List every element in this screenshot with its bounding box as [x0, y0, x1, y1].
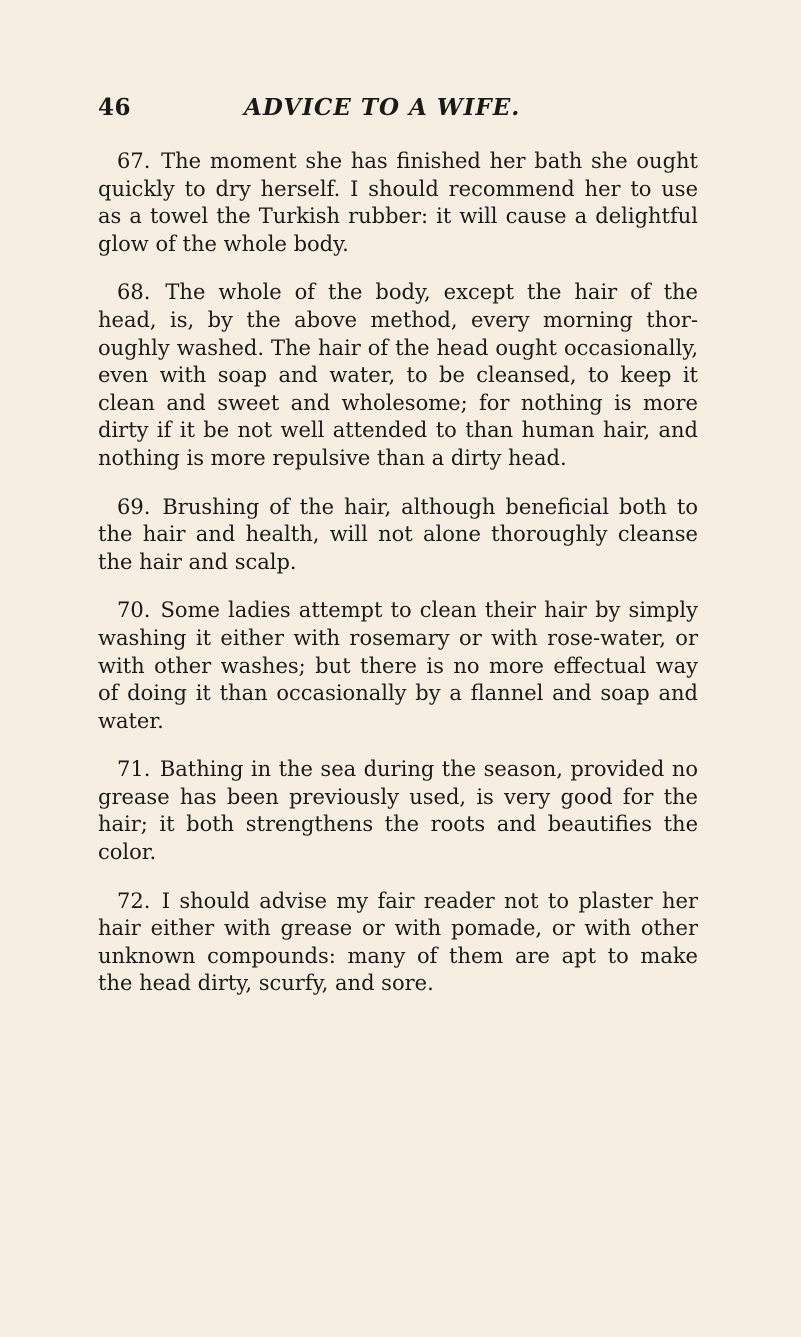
- paragraph-text: Bathing in the sea during the season, provided no grease has been previously used, is very good for the hair; it both strengthens the roots and beautifies the color.: [98, 757, 698, 865]
- paragraph-text: The whole of the body, except the hair of the head, is, by the above method, every morning thoroughly washed. The hair of the head ought occasionally, even with soap and water, to be cleansed, to keep it clean and sweet and wholesome; for nothing is more dirty if it be not well attended to than human hair, and nothing is more repulsive than a dirty head.: [98, 280, 698, 470]
- paragraph-text: Some ladies attempt to clean their hair by simply washing it either with rosemary or with rose-water, or with other washes; but there is no more effectual way of doing it than occasionally by a flannel and soap and water.: [98, 598, 698, 733]
- paragraph-number: 71.: [117, 757, 151, 782]
- paragraph-text: Brushing of the hair, although beneficial both to the hair and health, will not alone thoroughly cleanse the hair and scalp.: [98, 494, 698, 574]
- paragraph-68: [98, 279, 698, 472]
- paragraph-72: [98, 888, 698, 998]
- paragraph-number: 70.: [117, 598, 151, 623]
- running-head: [98, 94, 698, 128]
- paragraph-number: 69.: [117, 494, 151, 519]
- body-text: [98, 148, 698, 1019]
- paragraph-69: [98, 494, 698, 577]
- paragraph-70: [98, 597, 698, 735]
- paragraph-number: 72.: [117, 888, 151, 913]
- running-title: ADVICE TO A WIFE.: [244, 94, 521, 121]
- paragraph-number: 68.: [117, 280, 151, 305]
- paragraph-text: The moment she has finished her bath she ought quickly to dry herself. I should recommend her to use as a towel the Turkish rubber: it will cause a delightful glow of the whole body.: [98, 149, 698, 256]
- paragraph-71: [98, 756, 698, 866]
- paragraph-text: I should advise my fair reader not to plaster her hair either with grease or with pomade, or with other unknown compounds: many of them are apt to make the head dirty, scurfy, and sore.: [98, 888, 698, 996]
- paragraph-number: 67.: [117, 149, 151, 173]
- paragraph-67: [98, 148, 698, 258]
- page-number: 46: [98, 94, 132, 121]
